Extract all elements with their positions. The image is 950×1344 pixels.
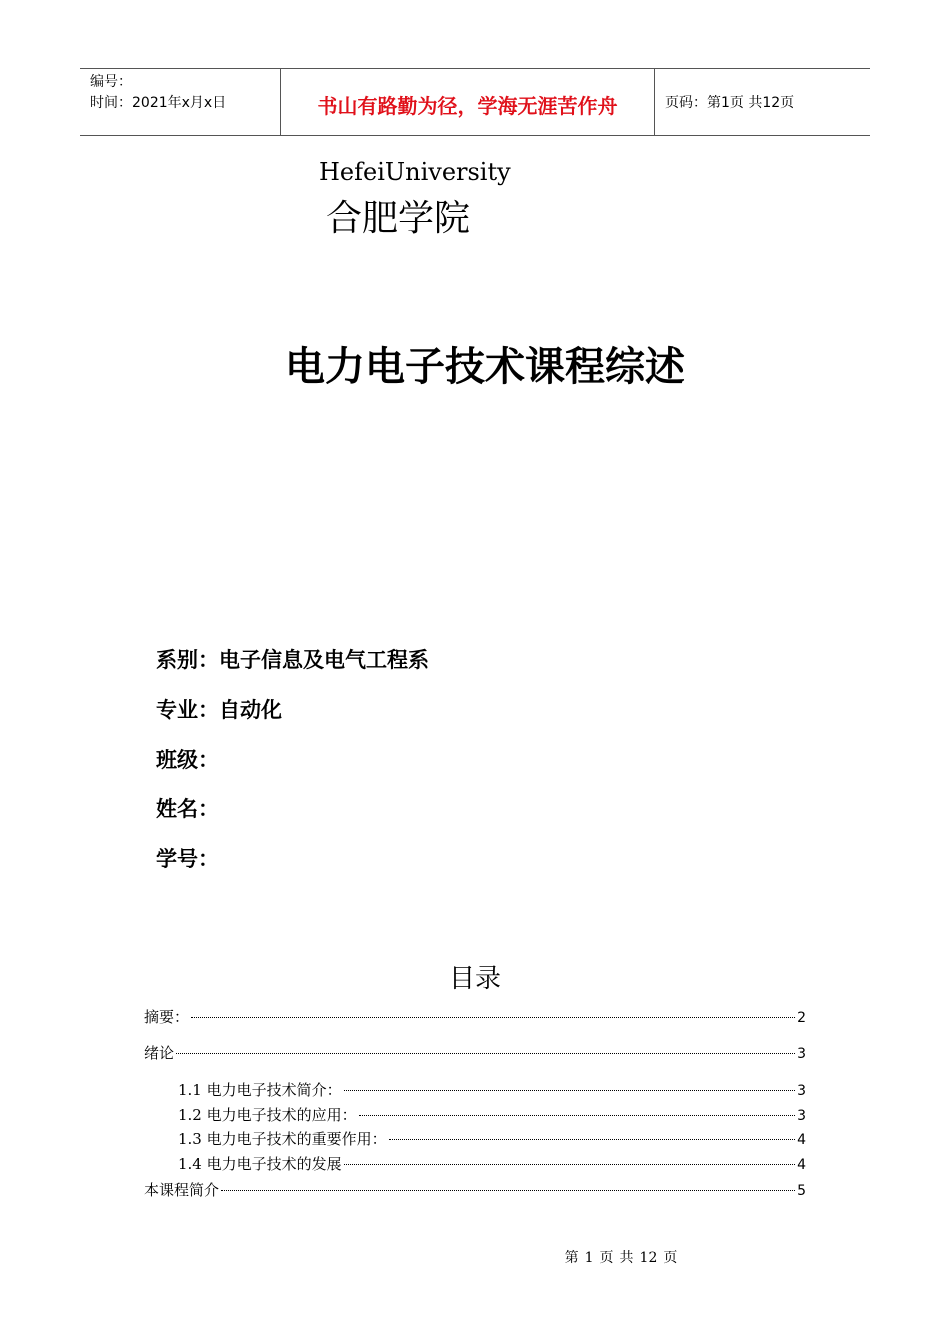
toc-entry-text: 1.2 电力电子技术的应用： (178, 1106, 357, 1124)
toc-entry-text: 绪论 (144, 1044, 175, 1062)
header-page-cell (655, 69, 870, 135)
toc-entry-page: 3 (797, 1046, 806, 1062)
page-info: 页码：第1页 共12页 (665, 95, 795, 111)
footer-suffix: 页 (663, 1250, 678, 1266)
toc-entry[interactable] (144, 1179, 806, 1200)
footer-prefix: 第 (564, 1250, 579, 1266)
document-title: 电力电子技术课程综述 (285, 344, 685, 390)
footer-total-word: 共 (619, 1250, 634, 1266)
toc-entry[interactable] (178, 1079, 806, 1100)
toc-entry[interactable] (178, 1153, 806, 1174)
toc-entry-text: 1.1 电力电子技术简介： (178, 1081, 342, 1099)
footer-current-page: 1 (584, 1250, 594, 1266)
university-name-cn: 合肥学院 (326, 198, 471, 239)
motto: 书山有路勤为径，学海无涯苦作舟 (317, 93, 618, 118)
info-class: 班级： (156, 748, 219, 772)
time-label: 时间：2021年x月x日 (90, 95, 227, 111)
info-major: 专业：自动化 (156, 698, 282, 722)
toc-entry-text: 1.4 电力电子技术的发展 (178, 1155, 342, 1173)
footer-total-pages: 12 (639, 1250, 658, 1266)
toc-entry[interactable] (144, 1006, 806, 1027)
toc-leader (389, 1139, 795, 1140)
toc-entry-text: 1.3 电力电子技术的重要作用： (178, 1130, 387, 1148)
toc-entry[interactable] (178, 1128, 806, 1149)
toc-entry-page: 3 (797, 1083, 806, 1099)
info-department: 系别：电子信息及电气工程系 (156, 648, 429, 672)
toc-entry-page: 4 (797, 1132, 806, 1148)
info-name: 姓名： (156, 797, 219, 821)
header-motto-cell (281, 69, 655, 135)
page-footer (0, 1247, 950, 1267)
toc-entry-page: 4 (797, 1157, 806, 1173)
toc-leader (344, 1164, 795, 1165)
toc-leader (359, 1115, 795, 1116)
toc-entry-text: 摘要： (144, 1008, 190, 1026)
header-table (80, 68, 870, 136)
toc-entry-text: 本课程简介 (144, 1181, 220, 1199)
toc-entry[interactable] (178, 1104, 806, 1125)
info-student-id: 学号： (156, 847, 219, 871)
toc-leader (176, 1053, 795, 1054)
university-name-en: HefeiUniversity (319, 158, 511, 186)
toc-leader (344, 1090, 795, 1091)
toc-leader (221, 1190, 795, 1191)
header-left-cell (80, 69, 281, 135)
toc-entry-page: 2 (797, 1010, 806, 1026)
toc-leader (191, 1017, 795, 1018)
footer-page-word: 页 (599, 1250, 614, 1266)
number-label: 编号： (90, 74, 132, 90)
toc-entry-page: 3 (797, 1108, 806, 1124)
toc-entry-page: 5 (797, 1183, 806, 1199)
toc-entry[interactable] (144, 1042, 806, 1063)
toc-title: 目录 (448, 964, 501, 994)
